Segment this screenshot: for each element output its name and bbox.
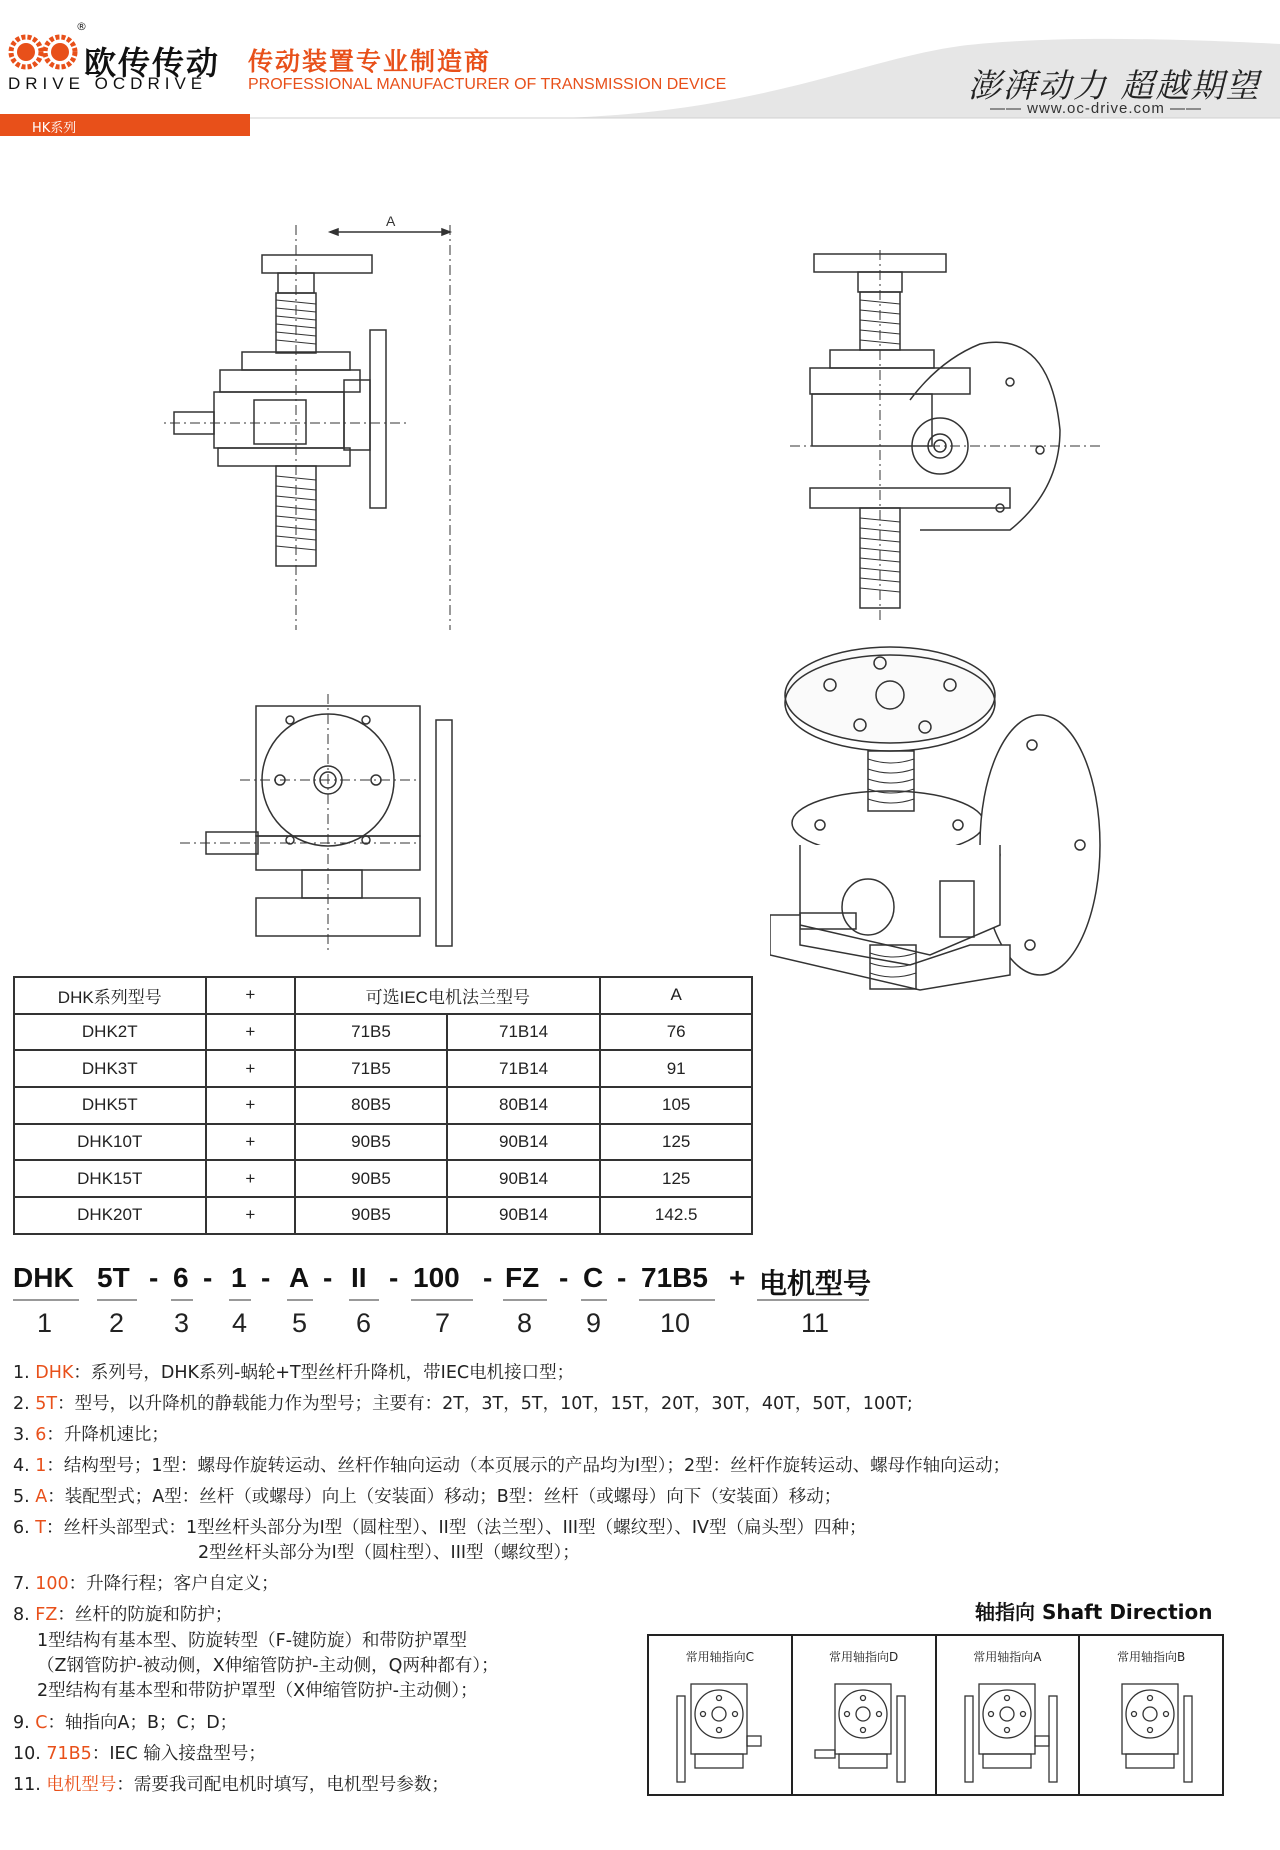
code-index: 4 bbox=[232, 1308, 248, 1338]
code-sep: - bbox=[559, 1262, 569, 1293]
code-underline bbox=[171, 1299, 193, 1301]
shaft-direction-c bbox=[649, 1636, 793, 1794]
code-underline bbox=[13, 1299, 79, 1301]
code-sep: - bbox=[323, 1262, 333, 1293]
cell-a: 142.5 bbox=[600, 1197, 752, 1234]
dimension-label: A bbox=[386, 213, 396, 229]
table-row bbox=[14, 1050, 752, 1087]
desc-line bbox=[13, 1455, 1010, 1477]
desc-line bbox=[13, 1424, 169, 1446]
cell-b5: 90B5 bbox=[295, 1124, 447, 1161]
code-underline bbox=[229, 1299, 251, 1301]
desc-line bbox=[13, 1743, 266, 1765]
desc-key: A bbox=[35, 1487, 48, 1507]
code-sep: - bbox=[617, 1262, 627, 1293]
desc-text: （Z钢管防护-被动侧，X伸缩管防护-主动侧，Q两种都有）； bbox=[37, 1656, 499, 1676]
desc-num: 5. bbox=[13, 1487, 36, 1507]
code-sep: - bbox=[483, 1262, 493, 1293]
desc-text: ：升降机速比； bbox=[46, 1425, 169, 1445]
table-row bbox=[14, 1160, 752, 1197]
code-index: 6 bbox=[356, 1308, 372, 1338]
desc-text: ：需要我司配电机时填写，电机型号参数； bbox=[116, 1775, 449, 1795]
tagline-en: PROFESSIONAL MANUFACTURER OF TRANSMISSION DEVICE bbox=[248, 76, 727, 93]
code-seg: A bbox=[289, 1262, 310, 1293]
code-index: 3 bbox=[174, 1308, 190, 1338]
code-seg: 100 bbox=[413, 1262, 460, 1293]
shaft-label: 常用轴指向D bbox=[829, 1650, 899, 1664]
code-seg: 电机型号 bbox=[759, 1268, 872, 1299]
code-seg: 6 bbox=[173, 1262, 189, 1293]
cell-model: DHK15T bbox=[14, 1160, 206, 1197]
cell-b5: 80B5 bbox=[295, 1087, 447, 1124]
logo-text: 欧传传动 bbox=[84, 44, 221, 82]
desc-num: 9. bbox=[13, 1713, 36, 1733]
desc-num: 2. bbox=[13, 1394, 36, 1414]
code-seg: 71B5 bbox=[641, 1262, 708, 1293]
cell-b5: 71B5 bbox=[295, 1050, 447, 1087]
desc-num: 8. bbox=[13, 1605, 36, 1625]
spec-table bbox=[13, 976, 753, 1235]
desc-text: ：结构型号；1型：螺母作旋转运动、丝杆作轴向运动（本页展示的产品均为I型）；2型：丝杆作旋转运动、螺母作轴向运动； bbox=[46, 1456, 1011, 1476]
table-row bbox=[14, 1124, 752, 1161]
gearbox-icon bbox=[937, 1666, 1079, 1794]
website-link[interactable]: —— www.oc-drive.com —— bbox=[990, 100, 1203, 117]
shaft-label: 常用轴指向C bbox=[685, 1650, 755, 1664]
code-seg: 1 bbox=[231, 1262, 247, 1293]
desc-text: ：装配型式；A型：丝杆（或螺母）向上（安装面）移动；B型：丝杆（或螺母）向下（安装面）移动； bbox=[47, 1487, 842, 1507]
logo-gear-icon bbox=[8, 30, 80, 74]
desc-key: 71B5 bbox=[46, 1744, 92, 1764]
desc-key: 1 bbox=[35, 1456, 47, 1476]
cell-a: 76 bbox=[600, 1014, 752, 1051]
code-index: 9 bbox=[586, 1308, 602, 1338]
desc-key: 电机型号 bbox=[46, 1775, 117, 1795]
desc-line bbox=[13, 1774, 449, 1796]
code-index: 5 bbox=[292, 1308, 308, 1338]
cell-plus: + bbox=[206, 1197, 296, 1234]
cell-model: DHK10T bbox=[14, 1124, 206, 1161]
desc-text: ：轴指向A；B；C；D； bbox=[47, 1713, 238, 1733]
code-underline bbox=[411, 1299, 473, 1301]
cell-plus: + bbox=[206, 1124, 296, 1161]
series-label: HK系列 bbox=[32, 121, 77, 136]
desc-key: DHK bbox=[35, 1363, 74, 1383]
col-header-plus: + bbox=[206, 977, 296, 1014]
code-index: 8 bbox=[517, 1308, 533, 1338]
table-row bbox=[14, 1197, 752, 1234]
desc-num: 4. bbox=[13, 1456, 36, 1476]
code-index: 7 bbox=[435, 1308, 451, 1338]
website-text: www.oc-drive.com bbox=[1027, 100, 1165, 117]
front-view-drawing bbox=[160, 200, 520, 630]
shaft-direction-a bbox=[937, 1636, 1081, 1794]
page-header bbox=[0, 0, 1280, 140]
cell-b14: 90B14 bbox=[447, 1160, 601, 1197]
cell-a: 105 bbox=[600, 1087, 752, 1124]
cell-model: DHK3T bbox=[14, 1050, 206, 1087]
desc-num: 1. bbox=[13, 1363, 36, 1383]
shaft-direction-title: 轴指向 Shaft Direction bbox=[975, 1600, 1213, 1624]
cell-a: 91 bbox=[600, 1050, 752, 1087]
desc-line bbox=[13, 1486, 841, 1508]
desc-line bbox=[13, 1573, 279, 1595]
tagline-cn: 传动装置专业制造商 bbox=[248, 47, 492, 76]
logo-en-text: DRIVE OCDRIVE bbox=[8, 74, 208, 93]
shaft-label: 常用轴指向B bbox=[1117, 1650, 1186, 1664]
shaft-direction-b bbox=[1080, 1636, 1222, 1794]
cell-plus: + bbox=[206, 1160, 296, 1197]
isometric-drawing bbox=[770, 645, 1120, 995]
cell-model: DHK20T bbox=[14, 1197, 206, 1234]
shaft-direction-d bbox=[793, 1636, 937, 1794]
desc-text: 2型丝杆头部分为I型（圆柱型）、III型（螺纹型）； bbox=[198, 1543, 580, 1563]
code-underline bbox=[287, 1299, 313, 1301]
cell-b5: 90B5 bbox=[295, 1197, 447, 1234]
desc-num: 11. bbox=[13, 1775, 47, 1795]
desc-text: ：IEC 输入接盘型号； bbox=[91, 1744, 266, 1764]
desc-text: 1型结构有基本型、防旋转型（F-键防旋）和带防护罩型 bbox=[37, 1631, 468, 1651]
desc-key: 6 bbox=[35, 1425, 47, 1445]
code-index: 10 bbox=[660, 1308, 691, 1338]
code-index: 2 bbox=[109, 1308, 125, 1338]
code-seg: DHK bbox=[13, 1262, 74, 1293]
col-header-model: DHK系列型号 bbox=[14, 977, 206, 1014]
desc-line bbox=[13, 1712, 237, 1734]
desc-line bbox=[37, 1630, 467, 1652]
cell-a: 125 bbox=[600, 1124, 752, 1161]
cell-plus: + bbox=[206, 1050, 296, 1087]
code-underline bbox=[349, 1299, 379, 1301]
col-header-a: A bbox=[600, 977, 752, 1014]
code-underline bbox=[581, 1299, 607, 1301]
desc-num: 6. bbox=[13, 1518, 36, 1538]
code-seg: C bbox=[583, 1262, 604, 1293]
desc-key: FZ bbox=[35, 1605, 58, 1625]
code-underline bbox=[639, 1299, 715, 1301]
code-seg: 5T bbox=[97, 1262, 130, 1293]
side-view-drawing bbox=[790, 240, 1120, 630]
desc-line bbox=[13, 1517, 866, 1539]
cell-b5: 71B5 bbox=[295, 1014, 447, 1051]
desc-line bbox=[13, 1604, 232, 1626]
col-header-flange: 可选IEC电机法兰型号 bbox=[295, 977, 600, 1014]
code-sep: - bbox=[203, 1262, 213, 1293]
registered-mark: ® bbox=[76, 20, 87, 33]
cell-b14: 71B14 bbox=[447, 1050, 601, 1087]
code-sep: - bbox=[261, 1262, 271, 1293]
desc-text: ：系列号，DHK系列-蜗轮+T型丝杆升降机，带IEC电机接口型； bbox=[73, 1363, 575, 1383]
desc-line bbox=[37, 1680, 478, 1702]
desc-key: C bbox=[35, 1713, 48, 1733]
cell-b14: 90B14 bbox=[447, 1197, 601, 1234]
code-index: 1 bbox=[37, 1308, 53, 1338]
model-code bbox=[13, 1262, 913, 1342]
desc-text: ：丝杆的防旋和防护； bbox=[57, 1605, 233, 1625]
desc-num: 7. bbox=[13, 1574, 36, 1594]
cell-model: DHK5T bbox=[14, 1087, 206, 1124]
cell-b14: 71B14 bbox=[447, 1014, 601, 1051]
code-seg: II bbox=[351, 1262, 367, 1293]
code-underline bbox=[97, 1299, 137, 1301]
code-seg: FZ bbox=[505, 1262, 540, 1293]
desc-num: 3. bbox=[13, 1425, 36, 1445]
shaft-direction-panel bbox=[647, 1634, 1224, 1796]
gearbox-icon bbox=[649, 1666, 791, 1794]
desc-text: ：丝杆头部型式：1型丝杆头部分为I型（圆柱型）、II型（法兰型）、III型（螺纹型）、IV型（扁头型）四种； bbox=[45, 1518, 867, 1538]
desc-key: 100 bbox=[35, 1574, 69, 1594]
slogan: 澎湃动力 超越期望 bbox=[968, 66, 1261, 105]
desc-line bbox=[37, 1655, 499, 1677]
cell-plus: + bbox=[206, 1014, 296, 1051]
gearbox-icon bbox=[793, 1666, 935, 1794]
code-underline bbox=[757, 1299, 869, 1301]
gearbox-icon bbox=[1080, 1666, 1222, 1794]
desc-text: ：型号，以升降机的静载能力作为型号；主要有：2T，3T，5T，10T，15T，20T，30T，40T，50T，100T; bbox=[57, 1394, 913, 1414]
cell-plus: + bbox=[206, 1087, 296, 1124]
desc-line bbox=[198, 1542, 580, 1564]
cell-b5: 90B5 bbox=[295, 1160, 447, 1197]
table-row bbox=[14, 1087, 752, 1124]
cell-a: 125 bbox=[600, 1160, 752, 1197]
desc-line bbox=[13, 1393, 913, 1415]
cell-b14: 80B14 bbox=[447, 1087, 601, 1124]
code-underline bbox=[503, 1299, 547, 1301]
cell-model: DHK2T bbox=[14, 1014, 206, 1051]
cell-b14: 90B14 bbox=[447, 1124, 601, 1161]
top-view-drawing bbox=[170, 690, 470, 960]
code-sep: + bbox=[729, 1262, 746, 1293]
code-sep: - bbox=[389, 1262, 399, 1293]
desc-text: ：升降行程；客户自定义； bbox=[68, 1574, 279, 1594]
code-sep: - bbox=[149, 1262, 159, 1293]
table-row bbox=[14, 1014, 752, 1051]
code-index: 11 bbox=[801, 1308, 830, 1338]
desc-key: 5T bbox=[35, 1394, 58, 1414]
desc-line bbox=[13, 1362, 574, 1384]
shaft-label: 常用轴指向A bbox=[973, 1650, 1042, 1664]
desc-text: 2型结构有基本型和带防护罩型（X伸缩管防护-主动侧）； bbox=[37, 1681, 478, 1701]
table-header-row bbox=[14, 977, 752, 1014]
desc-key: T bbox=[35, 1518, 46, 1538]
desc-num: 10. bbox=[13, 1744, 47, 1764]
